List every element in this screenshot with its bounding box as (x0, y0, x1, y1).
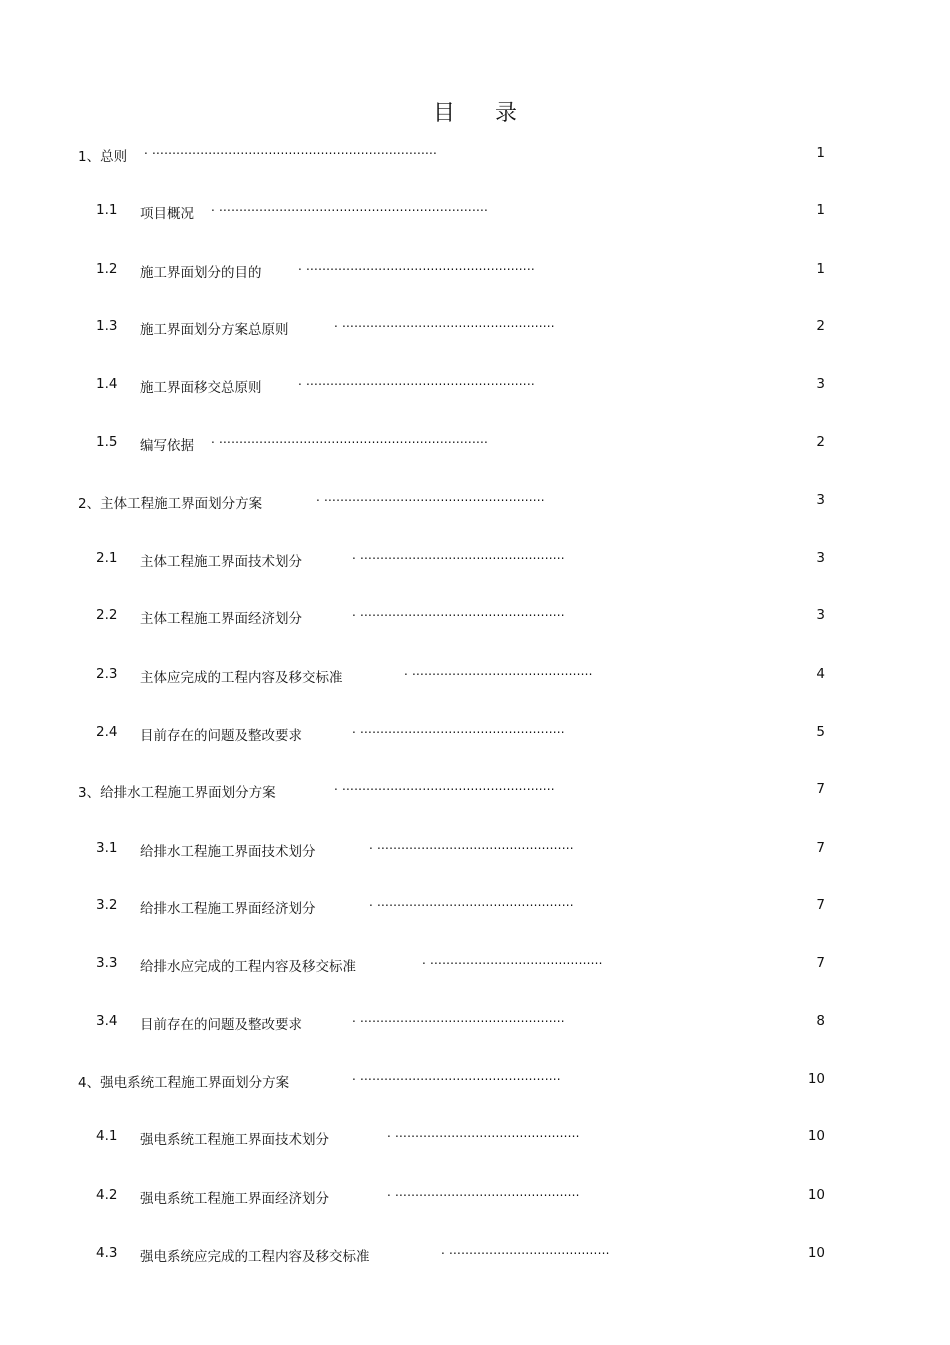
toc-entry-1-5[interactable] (0, 434, 950, 456)
toc-entry-4-3[interactable] (0, 1245, 950, 1267)
toc-leader: . ........................................... (422, 953, 603, 967)
toc-page-number: 3 (816, 607, 825, 623)
toc-entry-3[interactable] (0, 781, 950, 803)
toc-number: 2.1 (96, 550, 118, 566)
toc-label: 项目概况 (140, 206, 194, 222)
toc-number: 2.4 (96, 724, 118, 740)
toc-entry-3-2[interactable] (0, 897, 950, 919)
toc-leader: . ................................................................... (211, 200, 488, 214)
toc-entry-2-4[interactable] (0, 724, 950, 746)
toc-entry-1[interactable] (0, 145, 950, 167)
toc-page-number: 3 (816, 376, 825, 392)
toc-leader: . ......................................................... (298, 374, 535, 388)
toc-entry-3-4[interactable] (0, 1013, 950, 1035)
toc-entry-2-3[interactable] (0, 666, 950, 688)
toc-number: 2.3 (96, 666, 118, 682)
toc-page-number: 10 (807, 1245, 825, 1261)
toc-label: 目前存在的问题及整改要求 (140, 1017, 302, 1033)
toc-label: 4、强电系统工程施工界面划分方案 (78, 1075, 290, 1091)
toc-page-number: 7 (816, 781, 825, 797)
toc-leader: . ................................................... (352, 722, 565, 736)
toc-leader: . ......................................................... (298, 259, 535, 273)
toc-entry-1-2[interactable] (0, 261, 950, 283)
toc-label: 强电系统工程施工界面技术划分 (140, 1132, 329, 1148)
toc-label: 主体应完成的工程内容及移交标准 (140, 670, 343, 686)
toc-entry-1-1[interactable] (0, 202, 950, 224)
toc-leader: . ..................................................... (334, 779, 555, 793)
toc-leader: . ....................................................... (316, 490, 545, 504)
toc-page-number: 3 (816, 492, 825, 508)
toc-number: 4.3 (96, 1245, 118, 1261)
toc-number: 3.1 (96, 840, 118, 856)
toc-number: 4.2 (96, 1187, 118, 1203)
toc-entry-2-1[interactable] (0, 550, 950, 572)
toc-label: 施工界面划分方案总原则 (140, 322, 289, 338)
toc-page-number: 2 (816, 318, 825, 334)
toc-page-number: 3 (816, 550, 825, 566)
toc-label: 强电系统工程施工界面经济划分 (140, 1191, 329, 1207)
toc-label: 目前存在的问题及整改要求 (140, 728, 302, 744)
toc-entry-4[interactable] (0, 1071, 950, 1093)
toc-leader: . .............................................. (387, 1185, 580, 1199)
toc-number: 3.4 (96, 1013, 118, 1029)
toc-leader: . ................................................. (369, 838, 574, 852)
toc-label: 主体工程施工界面技术划分 (140, 554, 302, 570)
toc-page-number: 10 (807, 1128, 825, 1144)
toc-entry-4-1[interactable] (0, 1128, 950, 1150)
toc-page-number: 2 (816, 434, 825, 450)
toc-page-number: 4 (816, 666, 825, 682)
toc-label: 3、给排水工程施工界面划分方案 (78, 785, 276, 801)
toc-number: 1.3 (96, 318, 118, 334)
toc-label: 给排水工程施工界面技术划分 (140, 844, 316, 860)
toc-number: 1.1 (96, 202, 118, 218)
toc-page-number: 5 (816, 724, 825, 740)
toc-leader: . ............................................. (404, 664, 593, 678)
toc-page-number: 10 (807, 1071, 825, 1087)
toc-leader: . ........................................ (441, 1243, 610, 1257)
toc-entry-2[interactable] (0, 492, 950, 514)
toc-entry-4-2[interactable] (0, 1187, 950, 1209)
toc-leader: . ................................................................... (211, 432, 488, 446)
toc-label: 强电系统应完成的工程内容及移交标准 (140, 1249, 370, 1265)
toc-number: 3.3 (96, 955, 118, 971)
toc-leader: . .................................................. (352, 1069, 561, 1083)
toc-number: 1.5 (96, 434, 118, 450)
toc-entry-2-2[interactable] (0, 607, 950, 629)
toc-page-number: 1 (816, 145, 825, 161)
toc-entry-3-1[interactable] (0, 840, 950, 862)
toc-label: 给排水工程施工界面经济划分 (140, 901, 316, 917)
toc-page-number: 7 (816, 840, 825, 856)
title-char-1: 目 (432, 101, 455, 126)
toc-number: 1.2 (96, 261, 118, 277)
toc-page-number: 1 (816, 261, 825, 277)
toc-leader: . ................................................... (352, 548, 565, 562)
toc-leader: . .............................................. (387, 1126, 580, 1140)
toc-page-number: 1 (816, 202, 825, 218)
toc-page-number: 8 (816, 1013, 825, 1029)
toc-page-number: 10 (807, 1187, 825, 1203)
toc-number: 3.2 (96, 897, 118, 913)
toc-entry-1-3[interactable] (0, 318, 950, 340)
title-char-2: 录 (495, 101, 518, 126)
toc-entry-1-4[interactable] (0, 376, 950, 398)
toc-number: 4.1 (96, 1128, 118, 1144)
toc-number: 2.2 (96, 607, 118, 623)
toc-label: 给排水应完成的工程内容及移交标准 (140, 959, 356, 975)
toc-label: 1、总则 (78, 149, 128, 165)
toc-label: 主体工程施工界面经济划分 (140, 611, 302, 627)
toc-leader: . ................................................... (352, 605, 565, 619)
toc-number: 1.4 (96, 376, 118, 392)
toc-entry-3-3[interactable] (0, 955, 950, 977)
toc-leader: . ..................................................... (334, 316, 555, 330)
toc-page-number: 7 (816, 897, 825, 913)
toc-leader: . ................................................... (352, 1011, 565, 1025)
toc-label: 2、主体工程施工界面划分方案 (78, 496, 263, 512)
toc-label: 编写依据 (140, 438, 194, 454)
toc-label: 施工界面划分的目的 (140, 265, 262, 281)
toc-page-number: 7 (816, 955, 825, 971)
toc-leader: . ................................................. (369, 895, 574, 909)
toc-label: 施工界面移交总原则 (140, 380, 262, 396)
page-title (0, 96, 950, 127)
toc-leader: . ....................................................................... (144, 143, 438, 157)
